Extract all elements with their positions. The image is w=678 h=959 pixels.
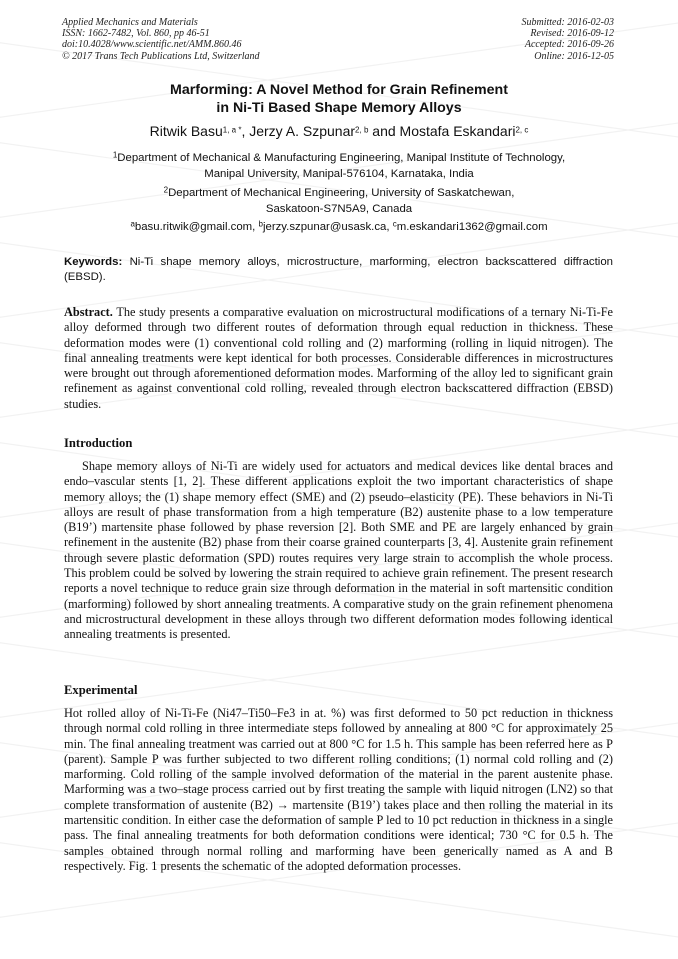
abstract bbox=[64, 305, 613, 412]
experimental-heading: Experimental bbox=[64, 683, 138, 697]
journal-info bbox=[62, 17, 260, 62]
email-b: jerzy.szpunar@usask.ca, bbox=[262, 221, 393, 233]
affiliation-2-line-2: Saskatoon-S7N5A9, Canada bbox=[265, 202, 413, 215]
keywords-text: Ni-Ti shape memory alloys, microstructure, marforming, electron backscattered diffraction (EBSD). bbox=[64, 256, 613, 283]
journal-doi: doi:10.4028/www.scientific.net/AMM.860.46 bbox=[62, 39, 242, 51]
date-accepted: Accepted: 2016-09-26 bbox=[524, 39, 614, 51]
introduction-heading: Introduction bbox=[64, 436, 133, 450]
journal-name: Applied Mechanics and Materials bbox=[62, 17, 198, 28]
date-online: Online: 2016-12-05 bbox=[534, 50, 614, 62]
abstract-label: Abstract. bbox=[64, 305, 113, 319]
author-2: , Jerzy A. Szpunar bbox=[241, 123, 356, 139]
author-1-affil: 1, a * bbox=[222, 125, 242, 135]
email-c-marker: c bbox=[392, 219, 397, 229]
author-list bbox=[0, 122, 678, 140]
affiliation-1-line-1: Department of Mechanical & Manufacturing Engineering, Manipal Institute of Technology, bbox=[117, 152, 566, 164]
publication-dates bbox=[522, 17, 615, 62]
paper-title bbox=[0, 81, 678, 117]
affiliation-2-line-1: Department of Mechanical Engineering, University of Saskatchewan, bbox=[168, 187, 515, 199]
keywords-label: Keywords: bbox=[64, 256, 123, 268]
title-line-1: Marforming: A Novel Method for Grain Refinement bbox=[170, 82, 508, 98]
author-emails bbox=[0, 220, 678, 236]
email-c: m.eskandari1362@gmail.com bbox=[396, 221, 548, 233]
affiliation-2-marker: 2 bbox=[163, 185, 169, 195]
author-1: Ritwik Basu bbox=[149, 123, 223, 139]
email-b-marker: b bbox=[258, 219, 263, 229]
email-a-marker: a bbox=[130, 219, 135, 229]
affiliation-2 bbox=[0, 186, 678, 217]
journal-copyright: © 2017 Trans Tech Publications Ltd, Switzerland bbox=[62, 50, 260, 62]
affiliation-1-line-2: Manipal University, Manipal-576104, Karnataka, India bbox=[204, 167, 474, 180]
author-2-affil: 2, b bbox=[355, 125, 369, 135]
date-submitted: Submitted: 2016-02-03 bbox=[521, 17, 614, 28]
author-3: and Mostafa Eskandari bbox=[372, 123, 516, 139]
date-revised: Revised: 2016-09-12 bbox=[530, 28, 614, 40]
email-a: basu.ritwik@gmail.com, bbox=[134, 221, 259, 233]
keywords bbox=[64, 255, 613, 285]
affiliation-1 bbox=[0, 151, 678, 182]
abstract-text: The study presents a comparative evaluation on microstructural modifications of a ternary Ni-Ti-Fe alloy deformed through two different routes of deformation through equal reduction in thickness. These deformation modes were (1) conventional cold rolling and (2) marforming (rolling in liquid nitrogen). The final annealing treatments were kept identical for both processes. Considerable differences in microstructures were brought out through aforementioned deformation modes. Marforming of the alloy led to significant grain refinement as against conventional cold rolling, revealed through electron backscattered diffraction (EBSD) studies. bbox=[64, 305, 613, 411]
affiliation-1-marker: 1 bbox=[112, 150, 118, 160]
introduction-paragraph: Shape memory alloys of Ni-Ti are widely used for actuators and medical devices like dental braces and endo–vascular stents [1, 2]. These different applications exploit the two important characteristics of shape memory alloys; the (1) shape memory effect (SME) and (2) pseudo–elasticity (PE). These behaviors in Ni-Ti alloys are result of phase transformation from a high temperature (B2) austenite phase to a low temperature (B19’) martensite phase followed by phase reversion [2]. Both SME and PE are largely enhanced by grain refinement in the austenite (B2) phase from their coarse grained counterparts [3, 4]. Austenite grain refinement through severe plastic deformation (SPD) routes requires very large strain to accomplish the whole process. This problem could be solved by lowering the strain required to achieve grain refinement. The present research reports a novel technique to reduce grain size through deformation in the material in soft martensitic condition (marforming) followed by short annealing treatments. A comparative study on the grain refinement phenomena and microstructural development in these alloys through two different deformation modes following identical annealing treatments is presented. bbox=[64, 459, 613, 642]
title-line-2: in Ni-Ti Based Shape Memory Alloys bbox=[216, 100, 462, 116]
author-3-affil: 2, c bbox=[515, 125, 529, 135]
experimental-paragraph: Hot rolled alloy of Ni-Ti-Fe (Ni47–Ti50–Fe3 in at. %) was first deformed to 50 pct reduction in thickness through normal cold rolling in three intermediate steps followed by annealing at 800 °C for approximately 25 min. The final annealing treatment was carried out at 800 °C for 1.5 h. This sample has been referred here as P (parent). Sample P was further subjected to two different rolling conditions; (1) normal cold rolling and (2) marforming. Cold rolling of the sample involved deformation of the material in the parent austenite phase. Marforming was a two–stage process carried out by first treating the sample with liquid nitrogen (LN2) so that complete transformation of austenite (B2) → martensite (B19’) takes place and then rolling the material in its martensitic condition. In either case the deformation of sample P led to 10 pct reduction in thickness in a single pass. The final annealing treatments for both deformation conditions were identical; 730 °C for 0.5 h. The samples obtained through normal rolling and marforming have been generically named as A and B respectively. Fig. 1 presents the schematic of the adopted deformation processes. bbox=[64, 706, 613, 873]
journal-issn: ISSN: 1662-7482, Vol. 860, pp 46-51 bbox=[62, 28, 210, 40]
